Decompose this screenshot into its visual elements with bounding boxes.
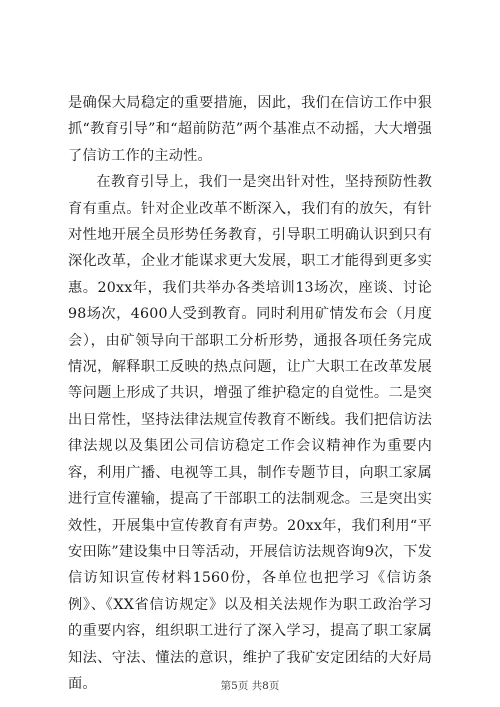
paragraph-continuation: 是确保大局稳定的重要措施，因此，我们在信访工作中狠抓“教育引导”和“超前防范”两个基准点不动摇，大大增强了信访工作的主动性。 [68,95,432,164]
document-body [68,90,432,697]
paragraph-education-guidance: 在教育引导上，我们一是突出针对性，坚持预防性教育有重点。针对企业改革不断深入，我们有的放矢，有针对性地开展全员形势任务教育，引导职工明确认识到只有深化改革，企业才能谋求更大发展，职工才能得到更多实惠。20xx年，我们共举办各类培训13场次，座谈、讨论98场次，4600人受到教育。同时利用矿情发布会（月度会），由矿领导向干部职工分析形势，通报各项任务完成情况，解释职工反映的热点问题，让广大职工在改革发展等问题上形成了共识，增强了维护稳定的自觉性。二是突出日常性，坚持法律法规宣传教育不断线。我们把信访法律法规以及集团公司信访稳定工作会议精神作为重要内容，利用广播、电视等工具，制作专题节目，向职工家属进行宣传灌输，提高了干部职工的法制观念。三是突出实效性，开展集中宣传教育有声势。20xx年，我们利用“平安田陈”建设集中日等活动，开展信访法规咨询9次，下发信访知识宣传材料1560份，各单位也把学习《信访条例》、《XX省信访规定》以及相关法规作为职工政治学习的重要内容，组织职工进行了深入学习，提高了职工家属知法、守法、懂法的意识，维护了我矿安定团结的大好局面。 [68,174,432,692]
page-footer: 第5页 共8页 [220,680,280,692]
